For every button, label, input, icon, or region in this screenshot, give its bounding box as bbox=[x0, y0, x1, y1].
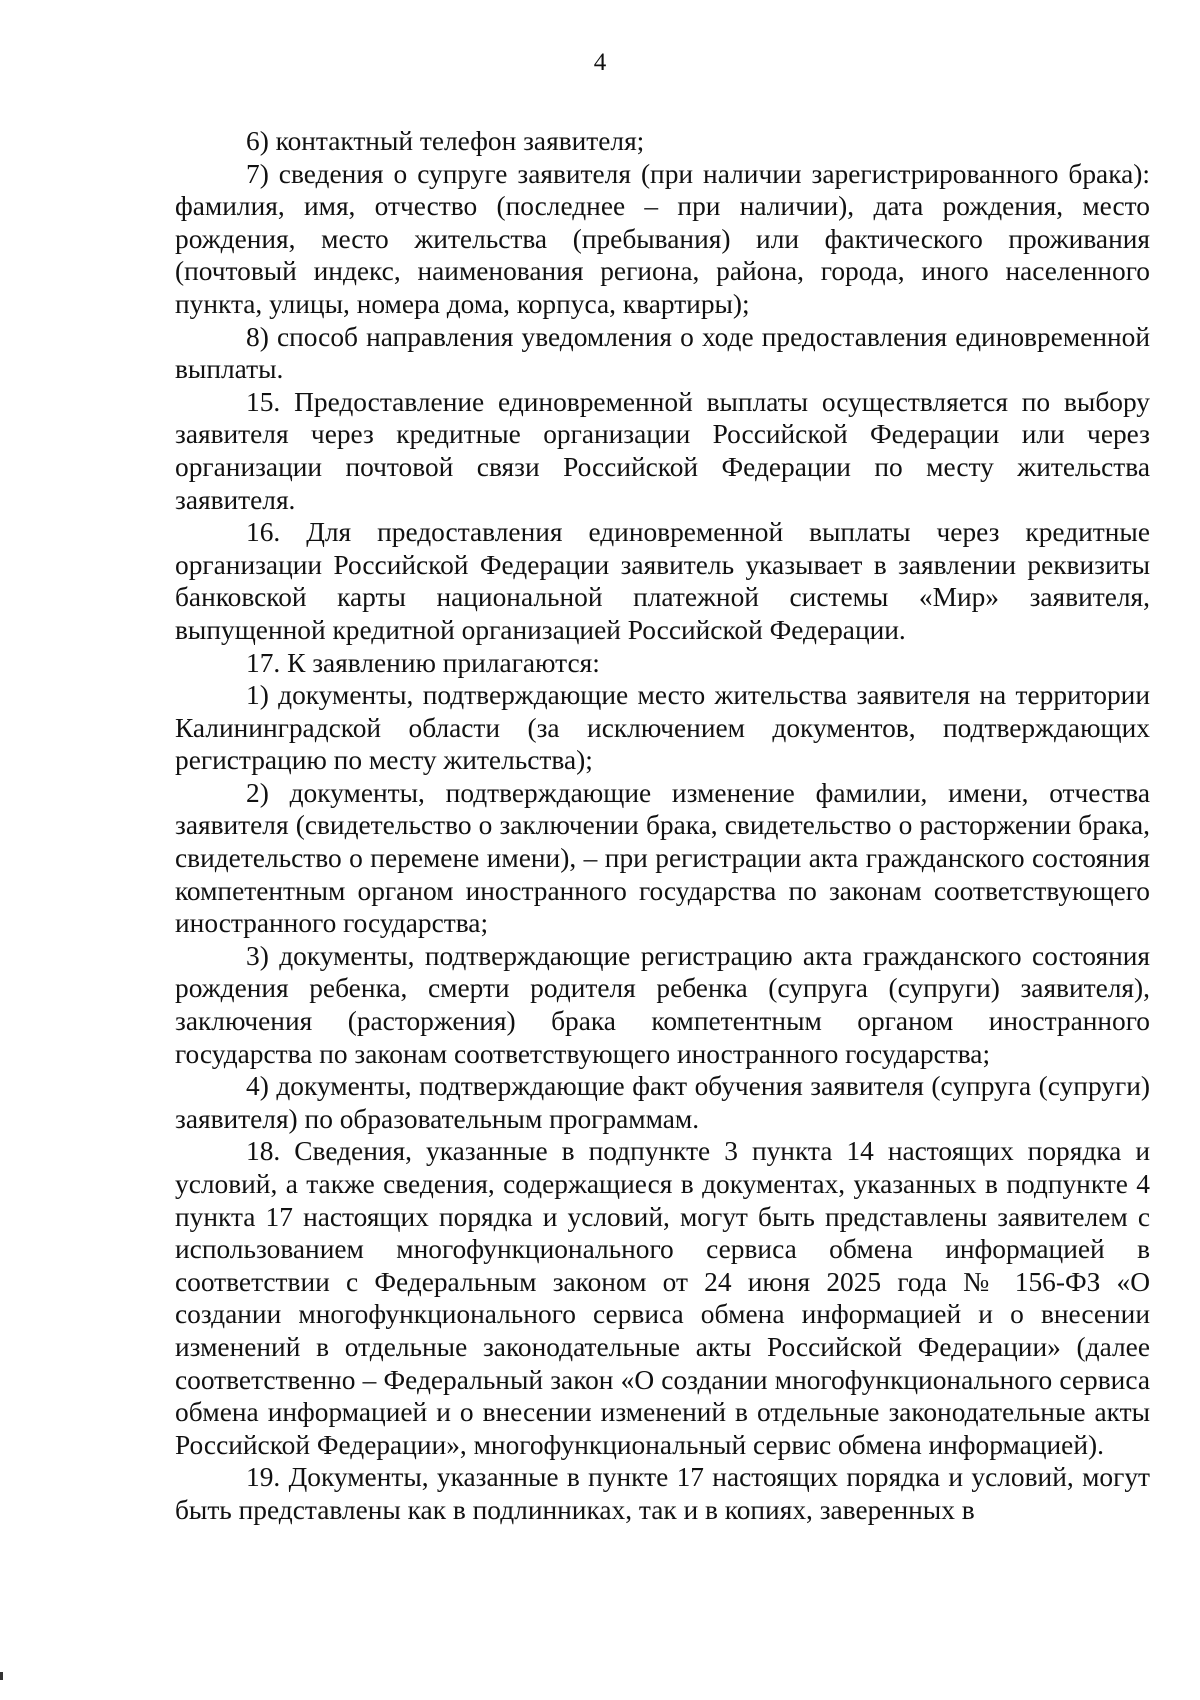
paragraph-clause-15: 15. Предоставление единовременной выплаты осуществляется по выбору заявителя через кредитные организации Российской Федерации или через организации почтовой связи Российской Федерации по месту жительства заявителя. bbox=[175, 386, 1150, 515]
scan-edge-mark bbox=[0, 1672, 3, 1680]
paragraph-clause-17-item-1: 1) документы, подтверждающие место жительства заявителя на территории Калининградской области (за исключением документов, подтверждающих регистрацию по месту жительства); bbox=[175, 680, 1150, 776]
paragraph-clause-17-item-3: 3) документы, подтверждающие регистрацию акта гражданского состояния рождения ребенка, смерти родителя ребенка (супруга (супруги) заявителя), заключения (расторжения) брака компетентным органом иностранного государства по законам соответствующего иностранного государства; bbox=[175, 940, 1150, 1069]
page-number: 4 bbox=[593, 49, 607, 76]
paragraph-clause-18: 18. Сведения, указанные в подпункте 3 пункта 14 настоящих порядка и условий, а также сведения, содержащиеся в документах, указанных в подпункте 4 пункта 17 настоящих порядка и условий, могут быть представлены заявителем с использованием многофункционального сервиса обмена информацией в соответствии с Федеральным законом от 24 июня 2025 года № 156-ФЗ «О создании многофункционального сервиса обмена информацией и о внесении изменений в отдельные законодательные акты Российской Федерации» (далее соответственно – Федеральный закон «О создании многофункционального сервиса обмена информацией и о внесении изменений в отдельные законодательные акты Российской Федерации», многофункциональный сервис обмена информацией). bbox=[175, 1136, 1150, 1460]
paragraph-clause-16: 16. Для предоставления единовременной выплаты через кредитные организации Российской Федерации заявитель указывает в заявлении реквизиты банковской карты национальной платежной системы «Мир» заявителя, выпущенной кредитной организацией Российской Федерации. bbox=[175, 517, 1150, 645]
paragraph-item-8: 8) способ направления уведомления о ходе предоставления единовременной выплаты. bbox=[175, 321, 1150, 385]
document-body bbox=[175, 125, 1150, 1527]
paragraph-clause-19: 19. Документы, указанные в пункте 17 настоящих порядка и условий, могут быть представлены как в подлинниках, так и в копиях, заверенных в bbox=[175, 1462, 1150, 1525]
paragraph-item-6: 6) контактный телефон заявителя; bbox=[246, 126, 645, 156]
paragraph-clause-17-item-4: 4) документы, подтверждающие факт обучения заявителя (супруга (супруги) заявителя) по образовательным программам. bbox=[175, 1071, 1150, 1134]
paragraph-clause-17-item-2: 2) документы, подтверждающие изменение фамилии, имени, отчества заявителя (свидетельство о заключении брака, свидетельство о расторжении брака, свидетельство о перемене имени), – при регистрации акта гражданского состояния компетентным органом иностранного государства по законам соответствующего иностранного государства; bbox=[175, 777, 1150, 939]
paragraph-clause-17: 17. К заявлению прилагаются: bbox=[246, 647, 600, 678]
paragraph-item-7: 7) сведения о супруге заявителя (при наличии зарегистрированного брака): фамилия, имя, отчество (последнее – при наличии), дата рождения, место рождения, место жительства (пребывания) или фактического проживания (почтовый индекс, наименования региона, района, города, иного населенного пункта, улицы, номера дома, корпуса, квартиры); bbox=[175, 158, 1150, 319]
